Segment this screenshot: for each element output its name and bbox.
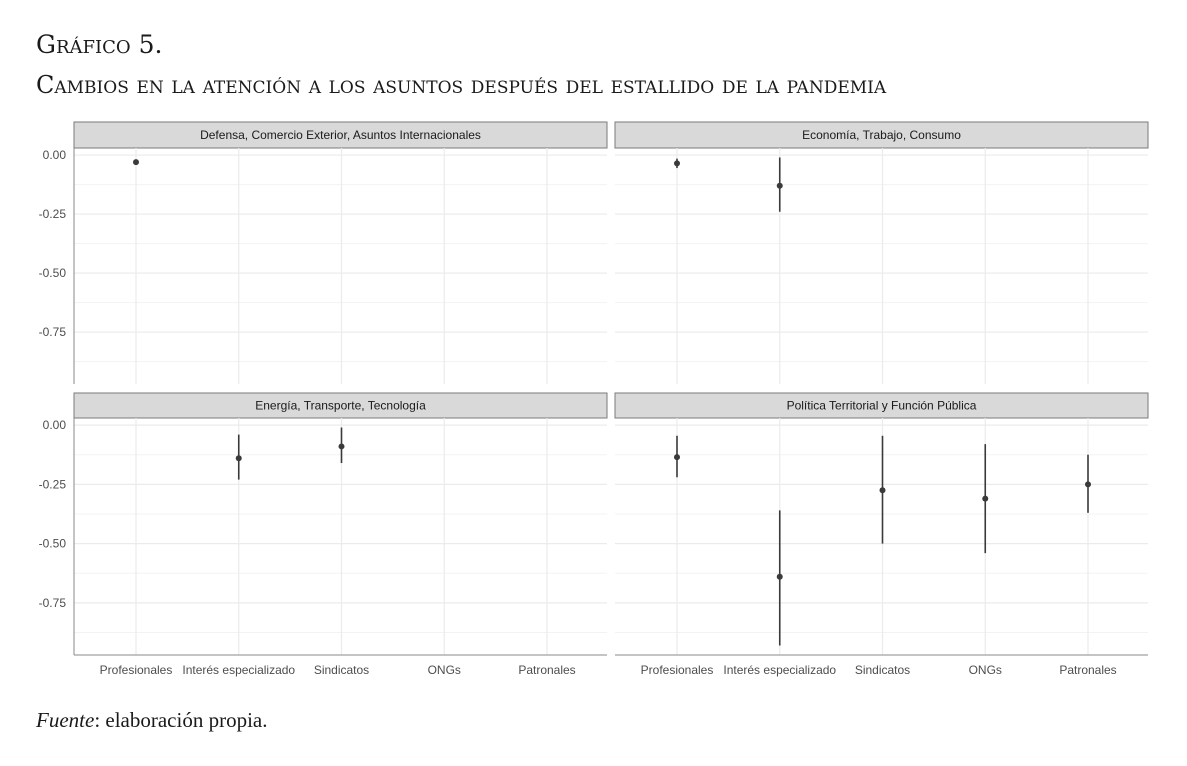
data-point xyxy=(777,183,783,189)
facet-title: Energía, Transporte, Tecnología xyxy=(255,398,426,413)
x-tick-label: ONGs xyxy=(427,663,461,677)
y-tick-label: -0.50 xyxy=(38,536,66,551)
x-tick-label: Patronales xyxy=(1059,663,1117,677)
faceted-chart xyxy=(0,110,1187,700)
y-tick-label: -0.75 xyxy=(38,595,66,610)
source-label: Fuente xyxy=(36,708,95,732)
y-tick-label: -0.50 xyxy=(38,266,66,281)
figure-label: Gráfico 5. xyxy=(36,30,163,59)
chart-subtitle: Cambios en la atención a los asuntos después del estallido de la pandemia xyxy=(36,71,887,99)
y-tick-label: -0.25 xyxy=(38,477,66,492)
x-tick-label: ONGs xyxy=(968,663,1002,677)
facet-title: Economía, Trabajo, Consumo xyxy=(802,128,961,142)
x-tick-label: Patronales xyxy=(518,663,576,677)
x-tick-label: Interés especializado xyxy=(182,663,296,677)
x-tick-label: Sindicatos xyxy=(313,663,370,677)
facet-title: Política Territorial y Función Pública xyxy=(786,398,977,413)
data-point xyxy=(674,160,680,166)
y-tick-label: 0.00 xyxy=(42,148,66,163)
data-point xyxy=(777,574,783,580)
x-tick-label: Interés especializado xyxy=(723,663,837,677)
data-point xyxy=(339,443,345,449)
data-point xyxy=(982,496,988,502)
y-tick-label: 0.00 xyxy=(42,418,66,433)
data-point xyxy=(880,487,886,493)
x-tick-label: Profesionales xyxy=(640,663,714,677)
facet-title: Defensa, Comercio Exterior, Asuntos Internacionales xyxy=(200,128,481,142)
source-text: : elaboración propia. xyxy=(94,708,268,732)
source-note xyxy=(36,708,268,733)
y-tick-label: -0.75 xyxy=(38,325,66,340)
data-point xyxy=(236,455,242,461)
x-tick-label: Profesionales xyxy=(99,663,173,677)
y-tick-label: -0.25 xyxy=(38,207,66,222)
data-point xyxy=(674,454,680,460)
data-point xyxy=(1085,481,1091,487)
x-tick-label: Sindicatos xyxy=(854,663,911,677)
data-point xyxy=(133,159,139,165)
